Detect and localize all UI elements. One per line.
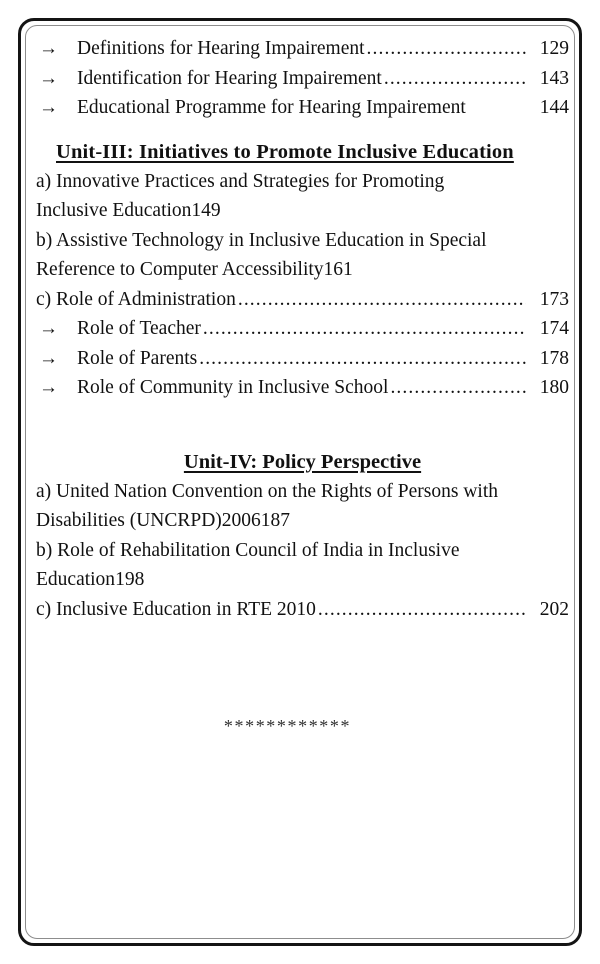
page-border-frame [18,18,582,946]
toc-entry-label: Role of Community in Inclusive School [77,377,389,398]
toc-entry[interactable] [36,285,569,315]
toc-entry-label: Educational Programme for Hearing Impairement [77,97,466,118]
toc-entry[interactable] [36,373,569,403]
toc-entry-label-line2: Reference to Computer Accessibility [36,259,324,280]
dot-leader [318,595,526,625]
toc-entry[interactable] [36,93,569,123]
section-gap [36,684,569,714]
toc-entry-label: Role of Parents [77,347,198,369]
dot-leader [367,34,526,64]
toc-entry[interactable] [36,64,569,94]
arrow-icon: → [39,38,58,59]
toc-entry-label: c) Role of Administration [36,288,236,310]
toc-entry-page: 187 [260,510,291,531]
toc-entry-page: 173 [539,288,569,310]
unit-4-heading: Unit-IV: Policy Perspective [183,450,422,473]
toc-entry-label-line1: a) Innovative Practices and Strategies for Promoting [36,170,445,192]
dot-leader [384,64,526,94]
asterisk-divider: ************ [223,716,352,736]
toc-entry-page: 174 [539,318,569,339]
arrow-icon: → [39,97,58,118]
toc-entry[interactable] [36,595,569,625]
section-gap [36,123,569,137]
section-gap [36,624,569,654]
table-of-contents [36,34,569,935]
toc-entry-page: 198 [115,569,145,590]
toc-entry[interactable] [36,477,569,536]
unit-3-heading: Unit-III: Initiatives to Promote Inclusive Education [56,140,514,163]
toc-entry-label-line2: Inclusive Education [36,200,192,221]
toc-entry[interactable] [36,226,569,285]
toc-entry-page: 129 [539,38,569,59]
dot-leader [390,373,526,403]
arrow-icon: → [39,318,58,339]
toc-entry-page: 144 [539,97,569,118]
toc-entry[interactable] [36,34,569,64]
toc-entry[interactable] [36,167,569,226]
toc-entry-label-line2: Education [36,569,116,590]
dot-leader [203,314,526,344]
toc-group-hearing-impairment [36,34,569,123]
toc-entry-page: 161 [323,259,353,280]
toc-entry-label: Identification for Hearing Impairement [77,67,382,89]
toc-entry-label-line1: b) Assistive Technology in Inclusive Education in Special [36,229,487,251]
dot-leader [238,285,526,315]
toc-entry[interactable] [36,344,569,374]
arrow-icon: → [39,347,58,369]
toc-entry-label: Definitions for Hearing Impairement [77,38,365,59]
toc-entry[interactable] [36,536,569,595]
dot-leader [199,344,526,374]
toc-entry-page: 180 [539,377,569,398]
toc-entry-label-line1: b) Role of Rehabilitation Council of India in Inclusive [36,539,460,561]
toc-entry[interactable] [36,314,569,344]
toc-entry-label-line1: a) United Nation Convention on the Rights of Persons with [36,480,499,502]
toc-group-unit-3 [36,167,569,403]
toc-entry-label: Role of Teacher [77,318,201,339]
toc-entry-page: 178 [539,347,569,369]
section-gap [36,654,569,684]
toc-entry-label: c) Inclusive Education in RTE 2010 [36,598,316,620]
section-gap [36,403,569,447]
arrow-icon: → [39,377,58,398]
arrow-icon: → [39,67,58,89]
toc-group-unit-4 [36,477,569,625]
toc-entry-page: 143 [539,67,569,89]
toc-entry-page: 202 [539,598,569,620]
toc-entry-label-line2: Disabilities (UNCRPD)2006 [36,510,261,531]
toc-entry-page: 149 [191,200,221,221]
